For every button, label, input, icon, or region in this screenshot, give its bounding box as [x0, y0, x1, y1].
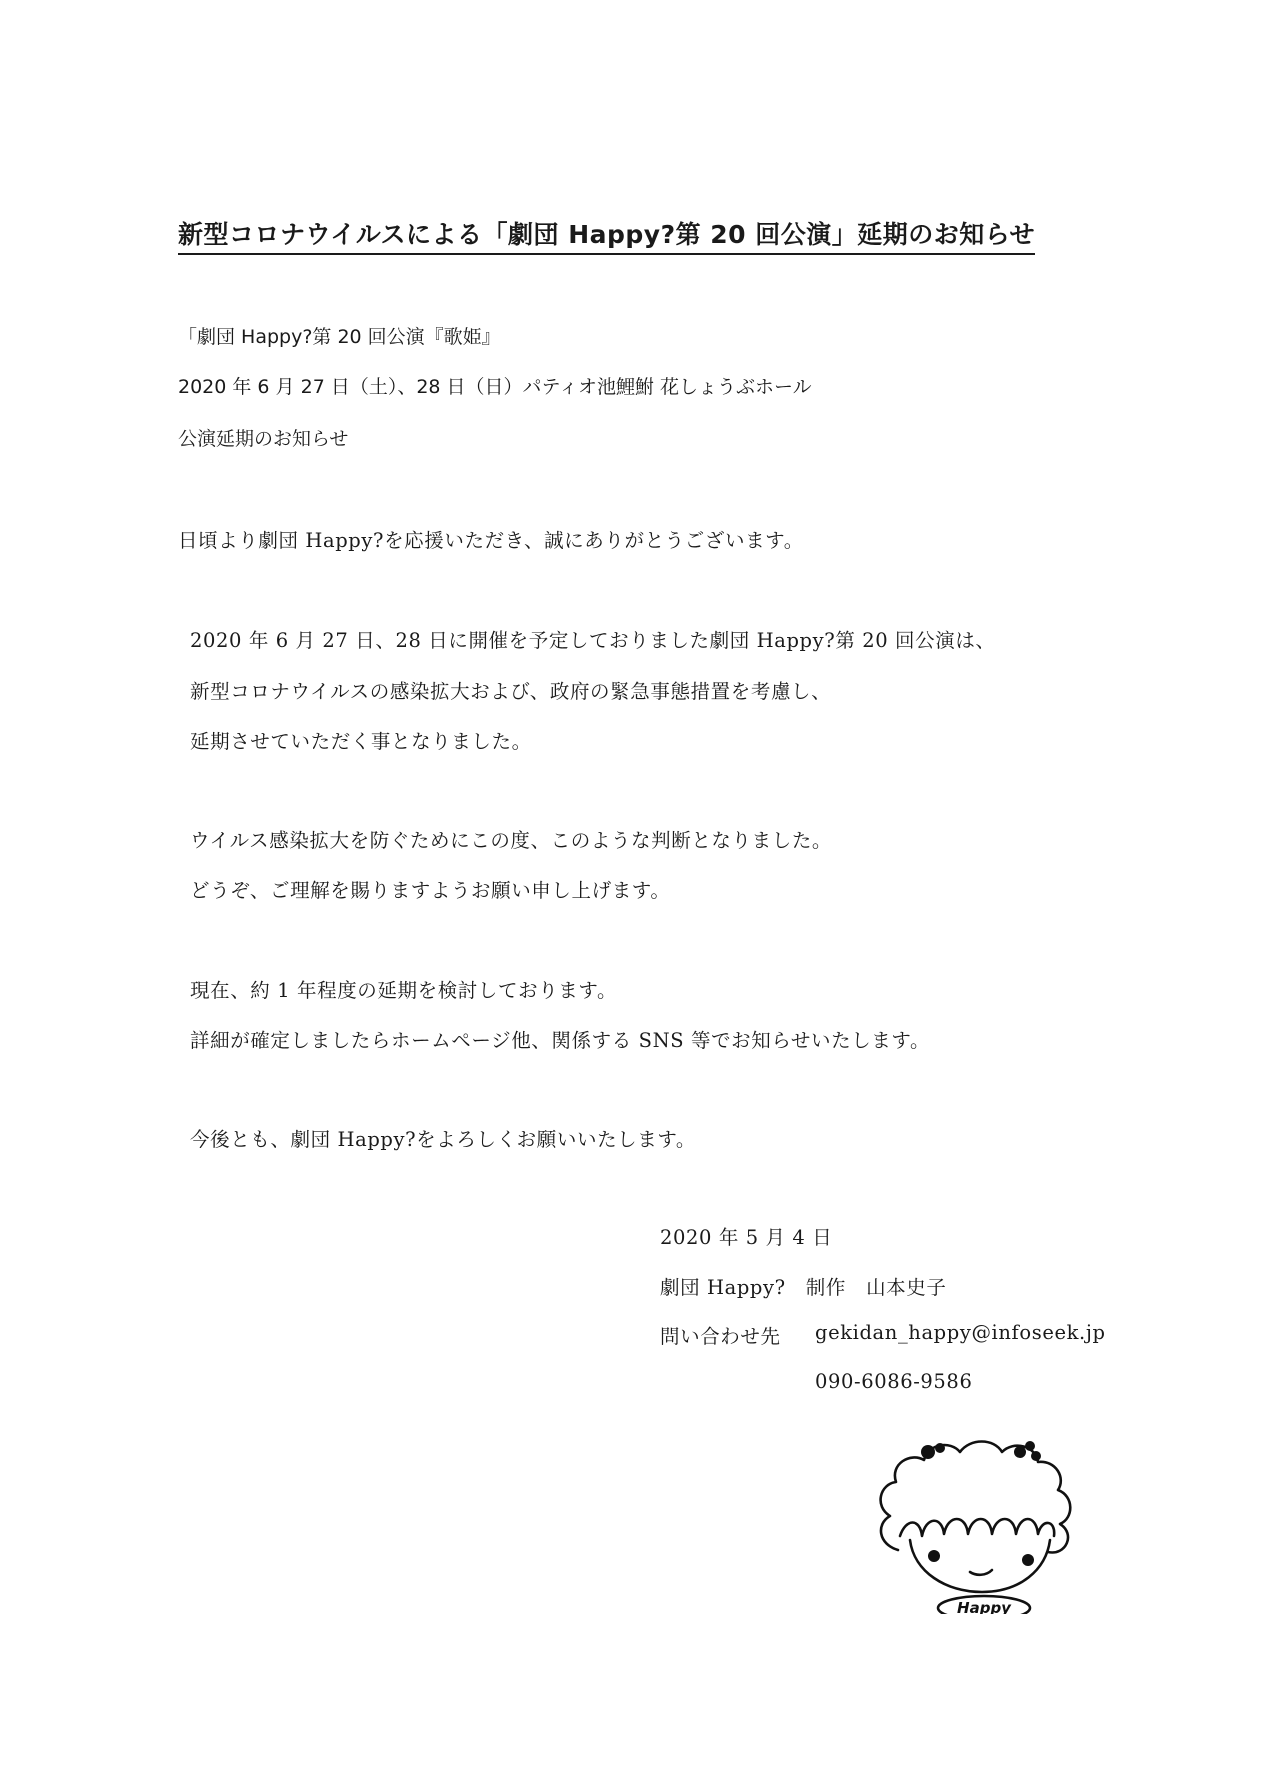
greeting-text: 日頃より劇団 Happy?を応援いただき、誠にありがとうございます。 — [178, 529, 804, 552]
paragraph-1-line-1: 2020 年 6 月 27 日、28 日に開催を予定しておりました劇団 Happy?第 20 回公演は、 — [190, 629, 996, 652]
signature-date: 2020 年 5 月 4 日 — [660, 1226, 833, 1249]
performance-name: 「劇団 Happy?第 20 回公演『歌姫』 — [178, 326, 501, 348]
notice-title: 新型コロナウイルスによる「劇団 Happy?第 20 回公演」延期のお知らせ — [178, 215, 1035, 255]
paragraph-1-line-3: 延期させていただく事となりました。 — [190, 730, 532, 753]
contact-phone[interactable]: 090-6086-9586 — [815, 1370, 973, 1393]
postponement-heading: 公演延期のお知らせ — [178, 428, 349, 450]
mascot-drawing — [870, 1432, 1092, 1614]
paragraph-1-line-2: 新型コロナウイルスの感染拡大および、政府の緊急事態措置を考慮し、 — [190, 680, 832, 703]
performance-dates-venue: 2020 年 6 月 27 日（土）、28 日（日）パティオ池鯉鮒 花しょうぶホール — [178, 376, 812, 398]
paragraph-3-line-1: 現在、約 1 年程度の延期を検討しております。 — [190, 979, 618, 1002]
mascot-label: Happy — [957, 1599, 1011, 1614]
contact-label: 問い合わせ先 — [660, 1325, 781, 1348]
paragraph-2-line-1: ウイルス感染拡大を防ぐためにこの度、このような判断となりました。 — [190, 829, 833, 852]
signature-organization: 劇団 Happy? 制作 山本史子 — [660, 1276, 947, 1299]
happy-mascot-illustration — [870, 1432, 1092, 1614]
paragraph-2-line-2: どうぞ、ご理解を賜りますようお願い申し上げます。 — [190, 879, 671, 902]
paragraph-3-line-2: 詳細が確定しましたらホームページ他、関係する SNS 等でお知らせいたします。 — [190, 1029, 931, 1052]
contact-email[interactable]: gekidan_happy@infoseek.jp — [815, 1321, 1106, 1344]
closing-text: 今後とも、劇団 Happy?をよろしくお願いいたします。 — [190, 1128, 697, 1151]
